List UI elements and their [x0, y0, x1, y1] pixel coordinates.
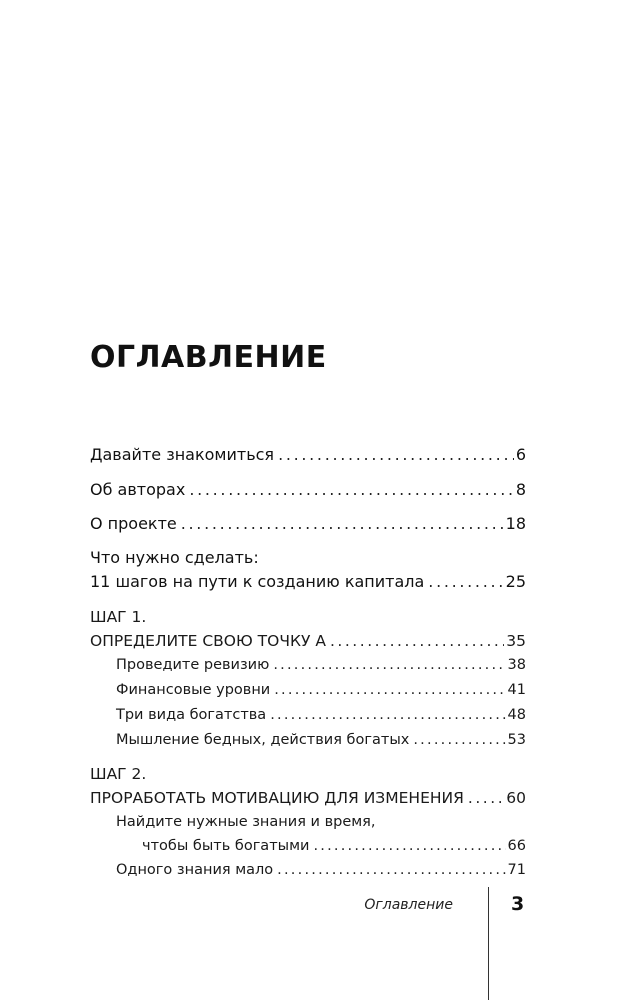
footer-divider: [488, 887, 489, 1000]
toc-entry-label: Проведите ревизию: [116, 657, 270, 673]
toc-page-number: 41: [507, 682, 526, 698]
toc-subentry[interactable]: [116, 678, 526, 702]
toc-subentry[interactable]: [116, 728, 526, 752]
toc-page-number: 35: [506, 632, 526, 650]
toc-entry-introduction[interactable]: [90, 443, 526, 467]
toc-entry-label: Мышление бедных, действия богатых: [116, 732, 410, 748]
toc-entry-about-authors[interactable]: [90, 478, 526, 502]
toc-entry-label: ПРОРАБОТАТЬ МОТИВАЦИЮ ДЛЯ ИЗМЕНЕНИЯ: [90, 789, 464, 807]
toc-page-number: 71: [507, 862, 526, 878]
toc-page-number: 66: [507, 838, 526, 854]
toc-page-number: 60: [506, 789, 526, 807]
toc-page-number: 38: [507, 657, 526, 673]
toc-page-number: 6: [515, 445, 526, 464]
toc-subentry[interactable]: [116, 653, 526, 677]
toc-step-heading: ШАГ 1.: [90, 608, 147, 626]
toc-leader-dots: [428, 570, 503, 594]
toc-entry-label: ОПРЕДЕЛИТЕ СВОЮ ТОЧКУ А: [90, 632, 326, 650]
toc-leader-dots: [274, 678, 505, 702]
toc-entry-label: Об авторах: [90, 480, 186, 499]
toc-leader-dots: [278, 443, 514, 467]
toc-page-number: 53: [507, 732, 526, 748]
toc-subentry[interactable]: [116, 858, 526, 882]
toc-entry-label: О проекте: [90, 514, 177, 533]
toc-leader-dots: [468, 786, 504, 810]
toc-page-number: 25: [505, 572, 526, 591]
toc-entry-line: Что нужно сделать:: [90, 548, 259, 567]
toc-leader-dots: [273, 653, 505, 677]
toc-subentry-line: Найдите нужные знания и время,: [116, 814, 376, 830]
toc-subentry[interactable]: [116, 703, 526, 727]
page-title: ОГЛАВЛЕНИЕ: [90, 340, 327, 375]
toc-leader-dots: [413, 728, 505, 752]
toc-leader-dots: [270, 703, 505, 727]
toc-entry-step-1[interactable]: [90, 629, 526, 653]
toc-entry-label: чтобы быть богатыми: [142, 838, 310, 854]
toc-leader-dots: [277, 858, 505, 882]
toc-leader-dots: [330, 629, 504, 653]
toc-entry-about-project[interactable]: [90, 512, 526, 536]
toc-step-heading: ШАГ 2.: [90, 765, 147, 783]
toc-leader-dots: [181, 512, 504, 536]
toc-entry-11-steps[interactable]: [90, 570, 526, 594]
toc-page-number: 8: [515, 480, 526, 499]
running-footer-section: Оглавление: [364, 897, 453, 913]
toc-entry-step-2[interactable]: [90, 786, 526, 810]
toc-entry-label: Финансовые уровни: [116, 682, 271, 698]
toc-subentry[interactable]: [142, 834, 526, 858]
toc-entry-label: Одного знания мало: [116, 862, 274, 878]
toc-leader-dots: [189, 478, 513, 502]
page-number: 3: [511, 893, 525, 915]
toc-leader-dots: [313, 834, 505, 858]
toc-page-number: 48: [507, 707, 526, 723]
toc-entry-label: 11 шагов на пути к созданию капитала: [90, 572, 425, 591]
toc-entry-label: Давайте знакомиться: [90, 445, 275, 464]
toc-entry-label: Три вида богатства: [116, 707, 267, 723]
toc-page-number: 18: [505, 514, 526, 533]
